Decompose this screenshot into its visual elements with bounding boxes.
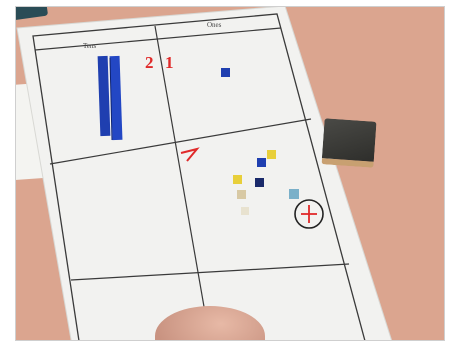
ones-digit: 1 (165, 53, 174, 72)
tens-label: Tens (83, 42, 97, 50)
board-eraser (321, 118, 376, 168)
whiteboard-sheet (17, 6, 395, 341)
cube-navy-1 (255, 178, 264, 187)
ones-label: Ones (207, 21, 222, 29)
place-value-board (15, 6, 445, 341)
photo-scene (15, 6, 445, 341)
cube-cream-1 (241, 207, 249, 215)
cube-teal-1 (289, 189, 299, 199)
tens-digit: 2 (145, 53, 154, 72)
cube-blue-1 (257, 158, 266, 167)
cube-beige-1 (237, 190, 246, 199)
cube-yellow-2 (233, 175, 242, 184)
ones-cube (221, 68, 230, 77)
cube-yellow-1 (267, 150, 276, 159)
